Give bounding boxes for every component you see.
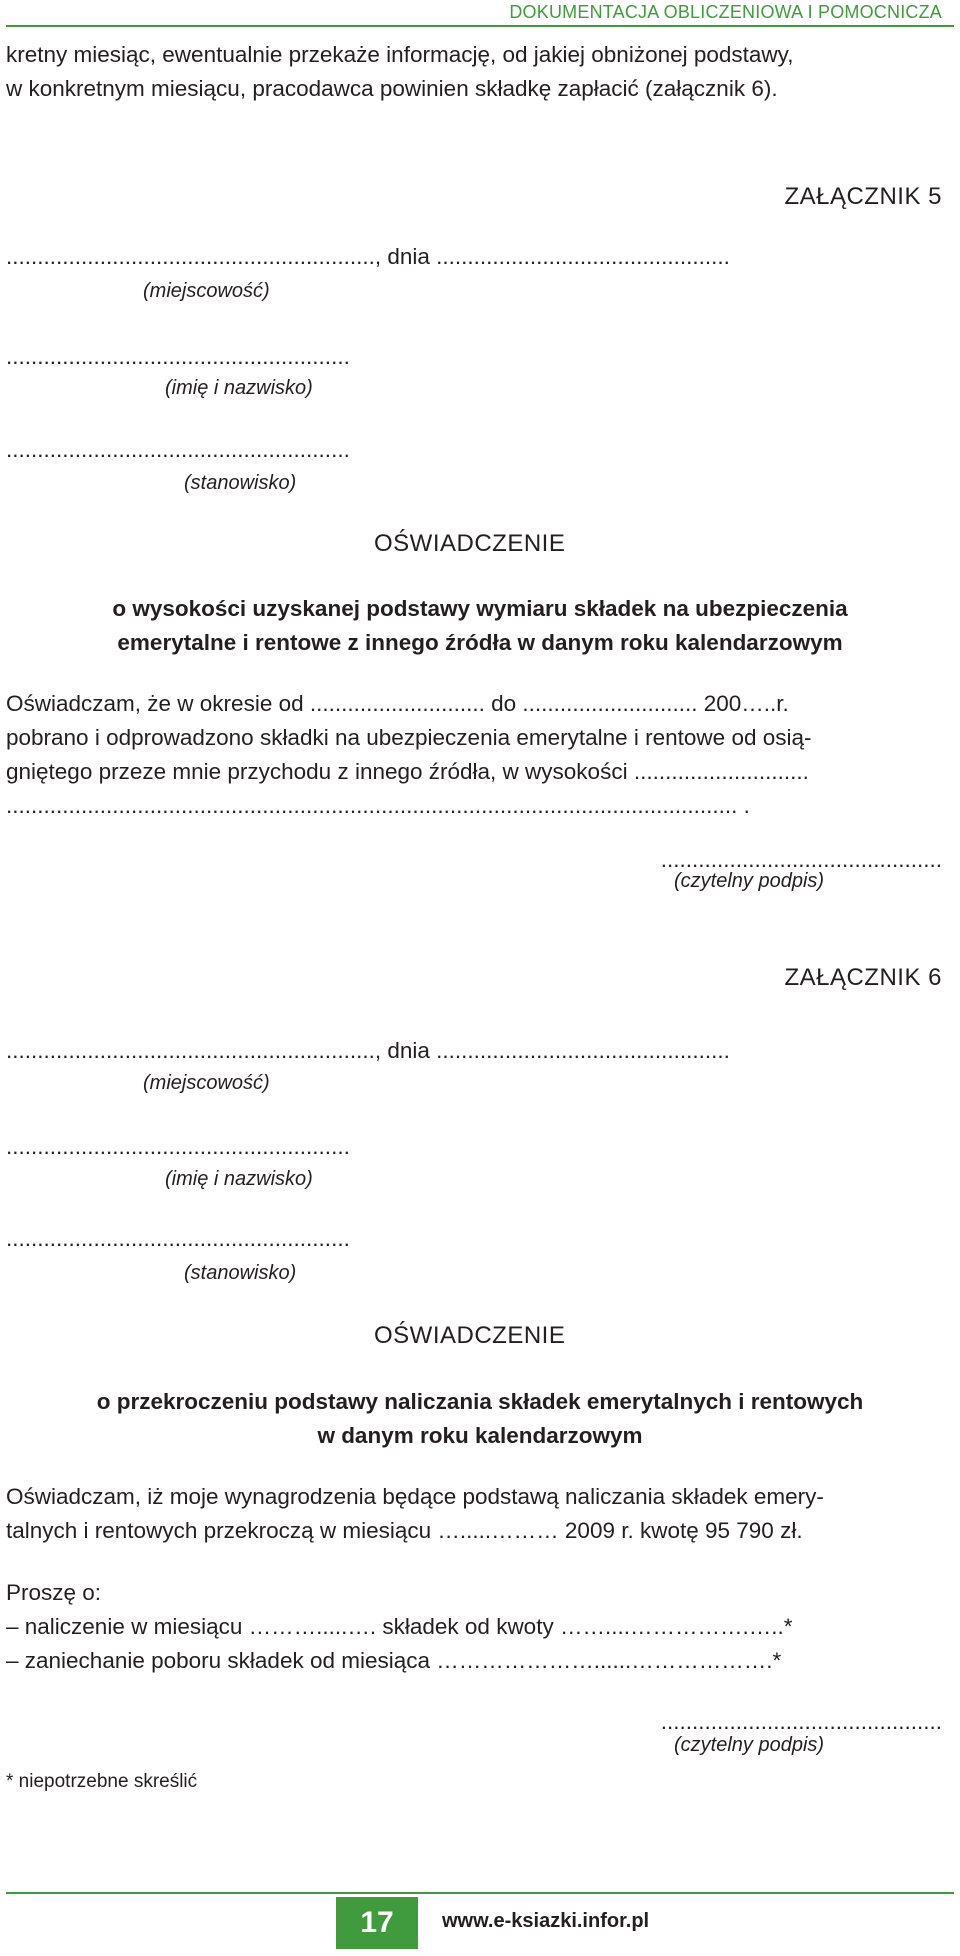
- intro-line-2: w konkretnym miesiącu, pracodawca powinien składkę zapłacić (załącznik 6).: [6, 76, 778, 101]
- annex-5-position-field: .......................................................: [6, 437, 350, 462]
- annex-6-text-1: Oświadczam, iż moje wynagrodzenia będące podstawą naliczania składek emery-: [6, 1484, 824, 1509]
- annex-5-name-field: .......................................................: [6, 344, 350, 369]
- annex-5-subtitle-1: o wysokości uzyskanej podstawy wymiaru składek na ubezpieczenia: [112, 596, 848, 621]
- annex-5-text-2: pobrano i odprowadzono składki na ubezpieczenia emerytalne i rentowe od osią-: [6, 725, 812, 750]
- running-header: DOKUMENTACJA OBLICZENIOWA I POMOCNICZA: [509, 2, 942, 22]
- annex-5-position-caption: (stanowisko): [184, 472, 297, 494]
- annex-5-signature-caption: (czytelny podpis): [674, 870, 825, 892]
- annex-6-subtitle-2: w danym roku kalendarzowym: [317, 1423, 643, 1448]
- website-link[interactable]: www.e-ksiazki.infor.pl: [442, 1910, 650, 1932]
- annex-5-name-caption: (imię i nazwisko): [165, 377, 313, 399]
- annex-6-position-field: .......................................................: [6, 1226, 350, 1251]
- annex-6-signature-field: .............................................: [660, 1709, 942, 1734]
- page-number-badge: 17: [336, 1897, 418, 1949]
- annex-5-text-1: Oświadczam, że w okresie od ............................ do ............................ 200…..r.: [6, 691, 789, 716]
- annex-5-place-date-field: ..........................................................., dnia ...............................................: [6, 244, 730, 269]
- annex-6-place-date-field: ..........................................................., dnia ...............................................: [6, 1038, 730, 1063]
- annex-6-place-caption: (miejscowość): [143, 1072, 270, 1094]
- header-rule: [6, 25, 954, 27]
- footer-rule: [6, 1892, 954, 1894]
- annex-5-signature-field: .............................................: [660, 847, 942, 872]
- annex-6-label: ZAŁĄCZNIK 6: [784, 964, 942, 991]
- annex-6-subtitle-1: o przekroczeniu podstawy naliczania składek emerytalnych i rentowych: [96, 1389, 864, 1414]
- annex-6-text-2: talnych i rentowych przekroczą w miesiącu ….....……… 2009 r. kwotę 95 790 zł.: [6, 1518, 803, 1543]
- annex-6-name-caption: (imię i nazwisko): [165, 1168, 313, 1190]
- footnote: * niepotrzebne skreślić: [6, 1771, 198, 1792]
- annex-5-place-caption: (miejscowość): [143, 280, 270, 302]
- annex-5-title: OŚWIADCZENIE: [374, 530, 566, 557]
- annex-6-signature-caption: (czytelny podpis): [674, 1734, 825, 1756]
- annex-6-request-label: Proszę o:: [6, 1580, 102, 1605]
- annex-6-position-caption: (stanowisko): [184, 1262, 297, 1284]
- annex-5-text-4: ..................................................................................................................... .: [6, 793, 750, 818]
- annex-5-subtitle-2: emerytalne i rentowe z innego źródła w danym roku kalendarzowym: [117, 630, 843, 655]
- annex-6-option-2: – zaniechanie poboru składek od miesiąca …………………......……………….*: [6, 1648, 782, 1673]
- annex-6-title: OŚWIADCZENIE: [374, 1322, 566, 1349]
- intro-line-1: kretny miesiąc, ewentualnie przekaże informację, od jakiej obniżonej podstawy,: [6, 42, 794, 67]
- annex-6-name-field: .......................................................: [6, 1134, 350, 1159]
- annex-6-option-1: – naliczenie w miesiącu ……….....…. składek od kwoty ……....…………….…..*: [6, 1614, 793, 1639]
- annex-5-label: ZAŁĄCZNIK 5: [784, 183, 942, 210]
- annex-5-text-3: gniętego przeze mnie przychodu z innego źródła, w wysokości ............................: [6, 759, 809, 784]
